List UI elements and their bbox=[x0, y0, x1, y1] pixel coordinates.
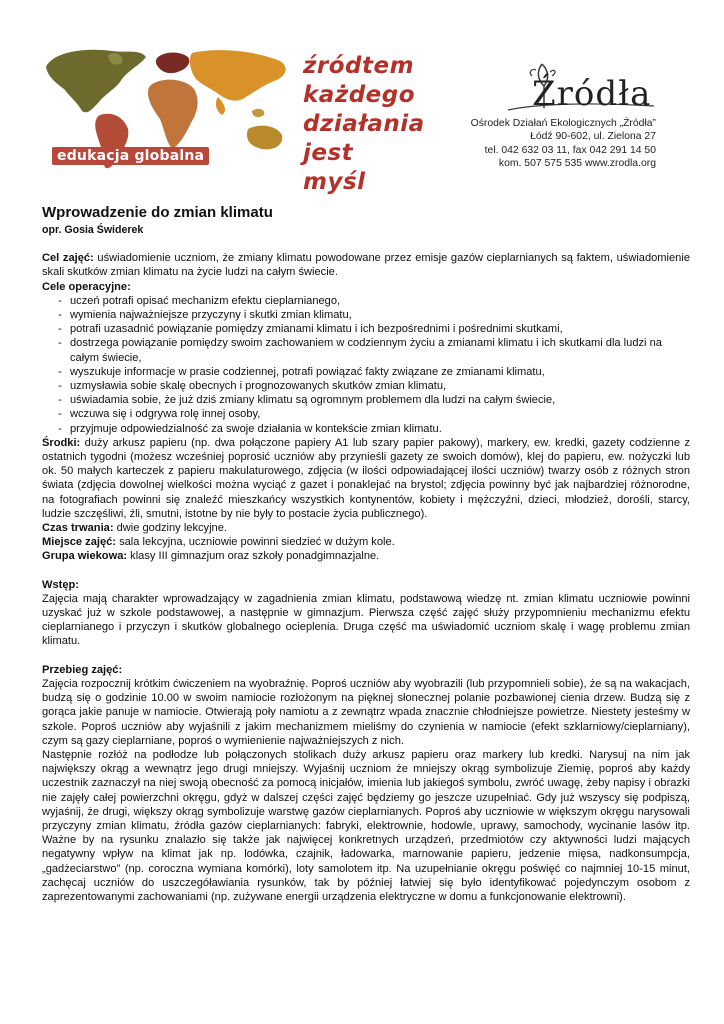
materials-label: Środki: bbox=[42, 436, 81, 449]
address-line: tel. 042 632 03 11, fax 042 291 14 50 bbox=[484, 144, 656, 156]
list-item: - wczuwa się i odgrywa rolę innej osoby, bbox=[70, 407, 690, 421]
slogan bbox=[303, 52, 423, 197]
page-header bbox=[0, 0, 724, 195]
place-label: Miejsce zajęć: bbox=[42, 536, 116, 549]
address-line: Łódź 90-602, ul. Zielona 27 bbox=[530, 131, 656, 143]
objectives-list bbox=[42, 294, 690, 436]
goal-paragraph bbox=[42, 251, 690, 279]
list-item: - wyszukuje informacje w prasie codziennej, potrafi powiązać fakty związane ze zmianami klimatu, bbox=[70, 365, 690, 379]
spacer bbox=[42, 564, 690, 578]
list-item: - dostrzega powiązanie pomiędzy swoim zachowaniem w codziennym życiu a zmianami klimatu i ich skutkami dla ludzi na całym świecie, bbox=[70, 336, 690, 364]
duration-text: dwie godziny lekcyjne. bbox=[113, 522, 227, 535]
age-group-paragraph bbox=[42, 549, 690, 563]
slogan-line: każdego bbox=[303, 82, 416, 108]
place-text: sala lekcyjna, uczniowie powinni siedzieć w dużym kole. bbox=[116, 536, 395, 549]
document-author: opr. Gosia Świderek bbox=[42, 224, 144, 236]
slogan-line: jest myśl bbox=[303, 140, 366, 195]
list-item: - przyjmuje odpowiedzialność za swoje działania w kontekście zmian klimatu. bbox=[70, 422, 690, 436]
objectives-heading bbox=[42, 280, 690, 294]
slogan-line: działania bbox=[303, 111, 425, 137]
spacer bbox=[42, 649, 690, 663]
address-line: Ośrodek Działań Ekologicznych „Źródła” bbox=[470, 118, 656, 129]
age-group-label: Grupa wiekowa: bbox=[42, 550, 128, 563]
slogan-line: źródtem bbox=[303, 53, 415, 79]
list-item: - potrafi uzasadnić powiązanie pomiędzy zmianami klimatu i ich bezpośrednimi i pośrednimi skutkami, bbox=[70, 322, 690, 336]
org-address bbox=[471, 117, 656, 170]
objectives-label: Cele operacyjne: bbox=[42, 280, 131, 293]
materials-paragraph bbox=[42, 436, 690, 521]
intro-heading bbox=[42, 578, 690, 592]
procedure-paragraph-2: Następnie rozłóż na podłodze lub połączonych stolikach duży arkusz papieru oraz markery lub kredki. Narysuj na nim jak największy okrąg a wewnątrz jego drugi mniejszy. Wyjaśnij uczniom że mniejszy okrąg symbolizuje Ziemię, poproś aby każdy uczestnik zaznaczył na niej swoją obecność za pomocą inicjałów, imienia lub jakiegoś symbolu, zwróć uwagę, żeby napisy i obrazki nie zajęły całej powierzchni okręgu, gdyż w dalszej części zajęć będziemy go jeszcze uzupełniać. Gdy już wszyscy się podpiszą, wyjaśnij, że drugi, większy okrąg symbolizuje warstwę gazów cieplarnianych. Poproś aby uczniowie w większym okręgu narysowali przyczyny zmian klimatu, źródła gazów cieplarnianych: fabryki, elektrownie, hodowle, uprawy, samochody, wycinanie lasów itp. Ważne by na rysunku znalazło się także jak najwięcej konkretnych urządzeń, przedmiotów czy aktywności ludzi mających negatywny wpływ na klimat jak np. lodówka, czajnik, ładowarka, marnowanie papieru, jedzenie mięsa, nadkonsumpcja, „gadżeciarstwo” (np. coroczna wymiana komórki), loty samolotem itp. Na uzupełnianie okręgu poświęć co najmniej 10-15 minut, zachęcaj uczniów do uszczegóławiania rysunków, tak by później łatwiej się było identyfikować pojedynczym osobom z zaprezentowanymi zachowaniami (np. zużywane energii urządzenia elektryczne w domu a funkcjonowanie elektrowni). bbox=[42, 748, 690, 903]
place-paragraph bbox=[42, 535, 690, 549]
intro-paragraph: Zajęcia mają charakter wprowadzający w zagadnienia zmian klimatu, podstawową wiedzę nt. zmian klimatu uczniowie powinni uzyskać już w szkole podstawowej, a następnie w gimnazjum. Pierwsza część zajęć służy przypomnieniu mechanizmu efektu cieplarnianego i przyczyn i skutków globalnego ocieplenia. Druga część ma uświadomić uczniom skalę i wagę problemu zmian klimatu. bbox=[42, 592, 690, 648]
goal-text: uświadomienie uczniom, że zmiany klimatu powodowane przez emisje gazów cieplarnianych są faktem, uświadomienie skali skutków zmian klimatu na życie ludzi na całym świecie. bbox=[42, 252, 690, 279]
procedure-paragraph-1: Zajęcia rozpocznij krótkim ćwiczeniem na wyobraźnię. Poproś uczniów aby wyobrazili (lub przypomnieli sobie), że są na wakacjach, budzą się o godzinie 10.00 w swoim namiocie rozłożonym na pięknej słonecznej polanie pozbawionej cienia drzew. Budzą się z gorąca jakie panuje w namiocie. Otwierają poły namiotu a z zewnątrz wpada znacznie chłodniejsze powietrze. Niestety jesteśmy w szkole. Poproś uczniów aby wyjaśnili z jakim mechanizmem mieliśmy do czynienia w namiocie (efekt szklarniowy/cieplarniany), czym są gazy cieplarniane, poproś o wymienienie najważniejszych z nich. bbox=[42, 677, 690, 747]
address-line: kom. 507 575 535 www.zrodla.org bbox=[498, 157, 656, 169]
materials-text: duży arkusz papieru (np. dwa połączone papiery A1 lub szary papier pakowy), markery, ew. kredki, gazety codzienne z ostatnich tygodni (możesz wcześniej poprosić uczniów aby przynieśli gazety ze swoich domów), klej do papieru, ew. nożyczki lub ok. 50 małych karteczek z papieru makulaturowego, zdjęcia (w ilości odpowiadającej ilości uczniów) twarzy osób z różnych stron świata (zdjęcia dowolnej wielkości można wyciąć z gazet i ponaklejać na brystol; zdjęcia powinny być jak najbardziej różnorodne, na fotografiach powinni się znaleźć mieszkańcy wszystkich kontynentów, kobiety i mężczyźni, dzieci, młodzież, dorośli, starcy, ludzie szczęśliwi, źli, smutni, istotne by nie były to postacie życia publicznego). bbox=[42, 436, 690, 520]
list-item: - uzmysławia sobie skalę obecnych i prognozowanych skutków zmian klimatu, bbox=[70, 379, 690, 393]
logo-caption: edukacja globalna bbox=[52, 147, 209, 165]
intro-label: Wstęp: bbox=[42, 578, 79, 591]
procedure-label: Przebieg zajęć: bbox=[42, 663, 123, 676]
list-item: - uświadamia sobie, że już dziś zmiany klimatu są ogromnym problemem dla ludzi na całym świecie, bbox=[70, 393, 690, 407]
document-title: Wprowadzenie do zmian klimatu bbox=[42, 204, 273, 221]
duration-paragraph bbox=[42, 521, 690, 535]
procedure-heading bbox=[42, 663, 690, 677]
list-item: - wymienia najważniejsze przyczyny i skutki zmian klimatu, bbox=[70, 308, 690, 322]
list-item: - uczeń potrafi opisać mechanizm efektu cieplarnianego, bbox=[70, 294, 690, 308]
duration-label: Czas trwania: bbox=[42, 522, 114, 535]
org-logo-text: Źródła bbox=[532, 74, 652, 114]
goal-label: Cel zajęć: bbox=[42, 252, 94, 265]
document-body bbox=[42, 203, 690, 904]
age-group-text: klasy III gimnazjum oraz szkoły ponadgimnazjalne. bbox=[127, 550, 380, 563]
